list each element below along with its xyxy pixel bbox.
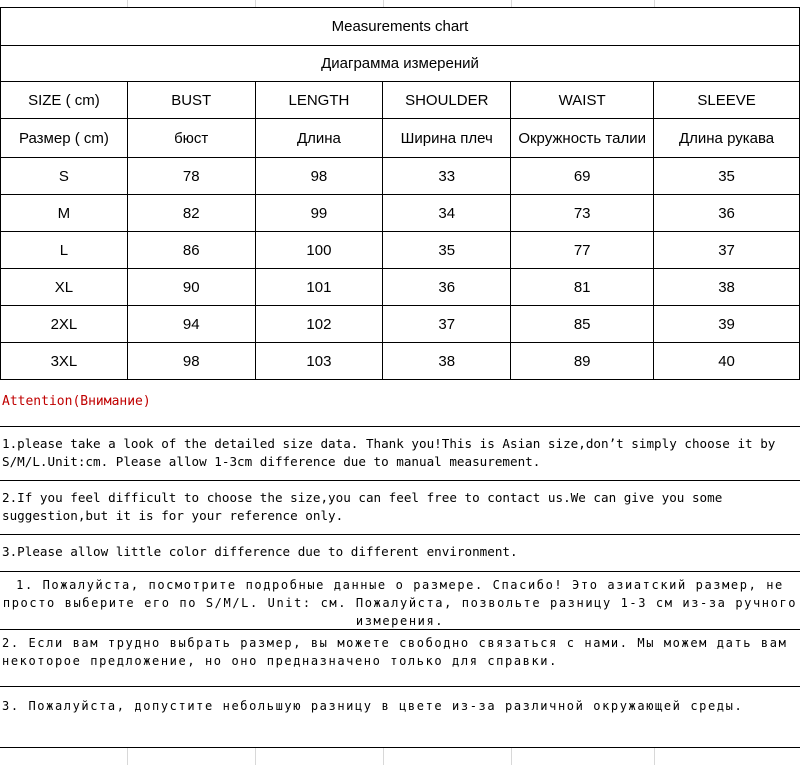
table-row	[1, 306, 800, 343]
cell-shoulder: 38	[383, 343, 511, 380]
cell-sleeve: 38	[654, 269, 800, 306]
cell-sleeve: 36	[654, 195, 800, 232]
chart-title: Measurements chart	[1, 8, 800, 46]
cell-size: M	[1, 195, 128, 232]
cell-bust: 86	[127, 232, 255, 269]
cell-waist: 89	[511, 343, 654, 380]
cell-sleeve: 35	[654, 158, 800, 195]
cell-shoulder: 37	[383, 306, 511, 343]
cell-size: XL	[1, 269, 128, 306]
cell-waist: 85	[511, 306, 654, 343]
cell-sleeve: 40	[654, 343, 800, 380]
chart-subtitle: Диаграмма измерений	[1, 46, 800, 82]
cell-waist: 77	[511, 232, 654, 269]
header-row-ru	[1, 119, 800, 158]
cell-length: 99	[255, 195, 383, 232]
cell-size: 2XL	[1, 306, 128, 343]
attention-heading: Attention(Внимание)	[0, 381, 800, 427]
cell-shoulder: 35	[383, 232, 511, 269]
cell-shoulder: 34	[383, 195, 511, 232]
note-1-en: 1.please take a look of the detailed size data. Thank you!This is Asian size,don’t simply choose it by S/M/L.Unit:cm. Please allow 1-3cm difference due to manual measurement.	[0, 427, 800, 481]
table-row	[1, 343, 800, 380]
cell-length: 100	[255, 232, 383, 269]
header-bust: BUST	[127, 82, 255, 119]
note-3-en: 3.Please allow little color difference due to different environment.	[0, 535, 800, 572]
header-length-ru: Длина	[255, 119, 383, 158]
cell-size: L	[1, 232, 128, 269]
header-row-en	[1, 82, 800, 119]
table-row	[1, 158, 800, 195]
cell-bust: 98	[127, 343, 255, 380]
header-waist-ru: Окружность талии	[511, 119, 654, 158]
note-3-ru: 3. Пожалуйста, допустите небольшую разницу в цвете из-за различной окружающей среды.	[0, 687, 800, 748]
cell-size: 3XL	[1, 343, 128, 380]
cell-bust: 94	[127, 306, 255, 343]
header-sleeve-ru: Длина рукава	[654, 119, 800, 158]
header-bust-ru: бюст	[127, 119, 255, 158]
table-row	[1, 195, 800, 232]
cell-sleeve: 39	[654, 306, 800, 343]
note-2-en: 2.If you feel difficult to choose the size,you can feel free to contact us.We can give you some suggestion,but it is for your reference only.	[0, 481, 800, 535]
cell-size: S	[1, 158, 128, 195]
header-size-ru: Размер ( cm)	[1, 119, 128, 158]
cell-length: 98	[255, 158, 383, 195]
cell-length: 103	[255, 343, 383, 380]
table-row	[1, 269, 800, 306]
cell-waist: 69	[511, 158, 654, 195]
bottom-grid-fragment	[0, 748, 800, 765]
cell-length: 102	[255, 306, 383, 343]
cell-shoulder: 33	[383, 158, 511, 195]
cell-waist: 73	[511, 195, 654, 232]
cell-shoulder: 36	[383, 269, 511, 306]
note-2-ru: 2. Если вам трудно выбрать размер, вы можете свободно связаться с нами. Мы можем дать вам некоторое предложение, но оно предназначено только для справки.	[0, 630, 800, 687]
cell-bust: 82	[127, 195, 255, 232]
cell-sleeve: 37	[654, 232, 800, 269]
note-1-ru: 1. Пожалуйста, посмотрите подробные данные о размере. Спасибо! Это азиатский размер, не просто выберите его по S/M/L. Unit: см. Пожалуйста, позвольте разницу 1-3 см из-за ручного измерения.	[0, 572, 800, 630]
header-shoulder-ru: Ширина плеч	[383, 119, 511, 158]
table-row	[1, 232, 800, 269]
header-length: LENGTH	[255, 82, 383, 119]
header-size: SIZE ( cm)	[1, 82, 128, 119]
cell-bust: 78	[127, 158, 255, 195]
header-sleeve: SLEEVE	[654, 82, 800, 119]
cell-bust: 90	[127, 269, 255, 306]
cell-length: 101	[255, 269, 383, 306]
size-chart-table	[0, 7, 800, 380]
header-shoulder: SHOULDER	[383, 82, 511, 119]
cell-waist: 81	[511, 269, 654, 306]
header-waist: WAIST	[511, 82, 654, 119]
